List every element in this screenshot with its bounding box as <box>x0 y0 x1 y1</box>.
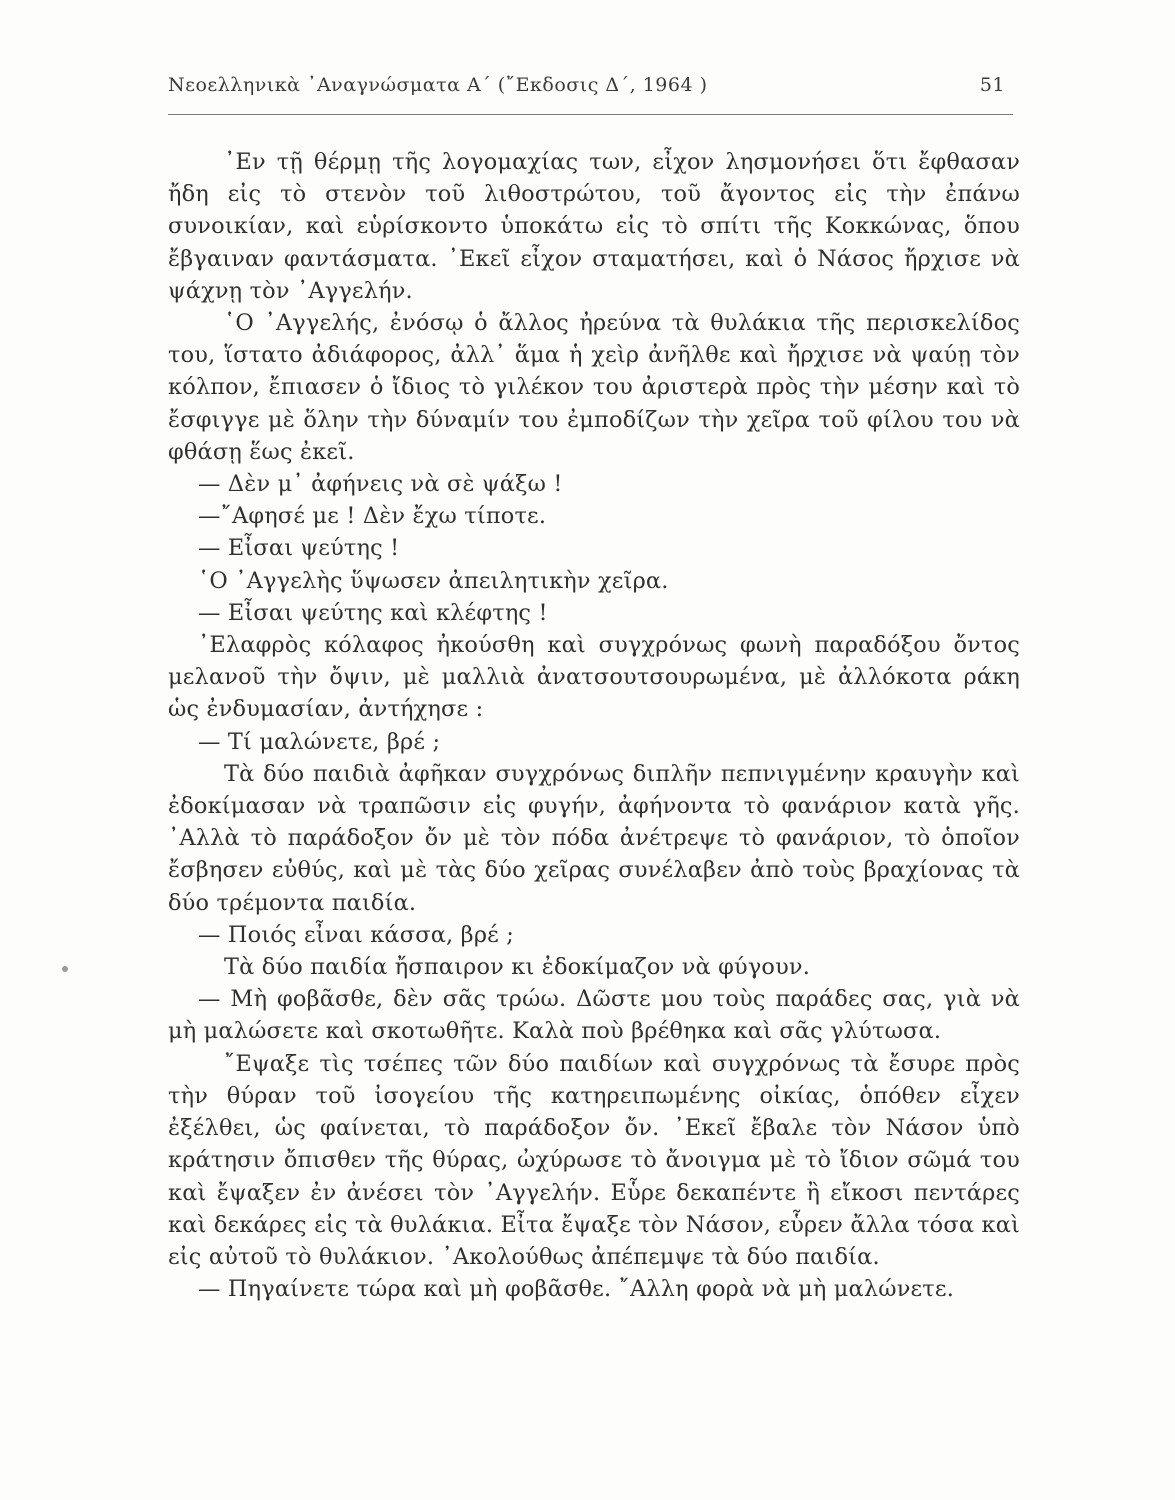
running-header <box>168 74 1013 104</box>
paragraph: ῎Εψαξε τὶς τσέπες τῶν δύο παιδίων καὶ συγχρόνως τὰ ἔσυρε πρὸς τὴν θύραν τοῦ ἰσογείου τῆς κατηρειπωμένης οἰκίας, ὁπόθεν εἶχεν ἐξέλθει, ὡς φαίνεται, τὸ παράδοξον ὄν. ᾿Εκεῖ ἔβαλε τὸν Νάσον ὑπὸ κράτησιν ὄπισθεν τῆς θύρας, ὠχύρωσε τὸ ἄνοιγμα μὲ τὸ ἴδιον σῶμά του καὶ ἔψαξεν ἐν ἀνέσει τὸν ᾿Αγγελήν. Εὗρε δεκαπέντε ἢ εἴκοσι πεντάρες καὶ δεκάρες εἰς τὰ θυλάκια. Εἶτα ἔψαξε τὸν Νάσον, εὗρεν ἄλλα τόσα καὶ εἰς αὐτοῦ τὸ θυλάκιον. ᾿Ακολούθως ἀπέπεμψε τὰ δύο παιδία. <box>168 1050 1020 1270</box>
dialogue-line: — Δὲν μ᾿ ἀφήνεις νὰ σὲ ψάξω ! <box>198 471 563 498</box>
body-text <box>168 146 1020 1305</box>
book-title: Νεοελληνικὰ ᾿Αναγνώσματα Α´ (῎Εκδοσις Δ´, 1964 ) <box>168 74 708 96</box>
dialogue-line: — Εἶσαι ψεύτης καὶ κλέφτης ! <box>198 599 548 626</box>
paragraph: ῾Ο ᾿Αγγελής, ἐνόσῳ ὁ ἄλλος ἠρεύνα τὰ θυλάκια τῆς περισκελίδος του, ἵστατο ἀδιάφορος, ἀλλ᾿ ἅμα ἡ χεὶρ ἀνῆλθε καὶ ἤρχισε νὰ ψαύῃ τὸν κόλπον, ἔπιασεν ὁ ἴδιος τὸ γιλέκον του ἀριστερὰ πρὸς τὴν μέσην καὶ τὸ ἔσφιγγε μὲ ὅλην τὴν δύναμίν του ἐμποδίζων τὴν χεῖρα τοῦ φίλου του νὰ φθάσῃ ἕως ἐκεῖ. <box>168 310 1020 465</box>
dialogue-line: —῎Αφησέ με ! Δὲν ἔχω τίποτε. <box>198 503 547 530</box>
paragraph: ᾿Ελαφρὸς κόλαφος ἠκούσθη καὶ συγχρόνως φωνὴ παραδόξου ὄντος μελανοῦ τὴν ὄψιν, μὲ μαλλιὰ ἀνατσουτσουρωμένα, μὲ ἀλλόκοτα ράκη ὡς ἐνδυμασίαν, ἀντήχησε : <box>168 632 1020 723</box>
header-rule <box>168 114 1013 115</box>
paragraph: ᾿Εν τῇ θέρμῃ τῆς λογομαχίας των, εἶχον λησμονήσει ὅτι ἔφθασαν ἤδη εἰς τὸ στενὸν τοῦ λιθοστρώτου, τοῦ ἄγοντος εἰς τὴν ἐπάνω συνοικίαν, καὶ εὑρίσκοντο ὑποκάτω εἰς τὸ σπίτι τῆς Κοκκώνας, ὅπου ἔβγαιναν φαντάσματα. ᾿Εκεῖ εἶχον σταματήσει, καὶ ὁ Νάσος ἤρχισε νὰ ψάχνῃ τὸν ᾿Αγγελήν. <box>168 149 1020 304</box>
paragraph: ῾Ο ᾿Αγγελὴς ὕψωσεν ἀπειλητικὴν χεῖρα. <box>198 567 669 594</box>
dialogue-line: — Πηγαίνετε τώρα καὶ μὴ φοβᾶσθε. ῎Αλλη φορὰ νὰ μὴ μαλώνετε. <box>198 1276 955 1303</box>
paragraph: Τὰ δύο παιδία ἤσπαιρον κι ἐδοκίμαζον νὰ φύγουν. <box>224 954 811 981</box>
paragraph: Τὰ δύο παιδιὰ ἀφῆκαν συγχρόνως διπλῆν πεπνιγμένην κραυγὴν καὶ ἐδοκίμασαν νὰ τραπῶσιν εἰς φυγήν, ἀφήνοντα τὸ φανάριον κατὰ γῆς. ᾿Αλλὰ τὸ παράδοξον ὄν μὲ τὸν πόδα ἀνέτρεψε τὸ φανάριον, τὸ ὁποῖον ἔσβησεν εὐθύς, καὶ μὲ τὰς δύο χεῖρας συνέλαβεν ἀπὸ τοὺς βραχίονας τὰ δύο τρέμοντα παιδία. <box>168 760 1020 916</box>
page-number: 51 <box>979 74 1005 96</box>
scan-speck <box>62 966 68 972</box>
dialogue-line: — Τί μαλώνετε, βρέ ; <box>198 728 441 755</box>
dialogue-line: — Ποιός εἶναι κάσσα, βρέ ; <box>198 921 515 948</box>
dialogue-line: — Μὴ φοβᾶσθε, δὲν σᾶς τρώω. Δῶστε μου τοὺς παράδες σας, γιὰ νὰ μὴ μαλώσετε καὶ σκοτωθῆτε. Καλὰ ποὺ βρέθηκα καὶ σᾶς γλύτωσα. <box>168 986 1020 1045</box>
dialogue-line: — Εἶσαι ψεύτης ! <box>198 535 400 562</box>
